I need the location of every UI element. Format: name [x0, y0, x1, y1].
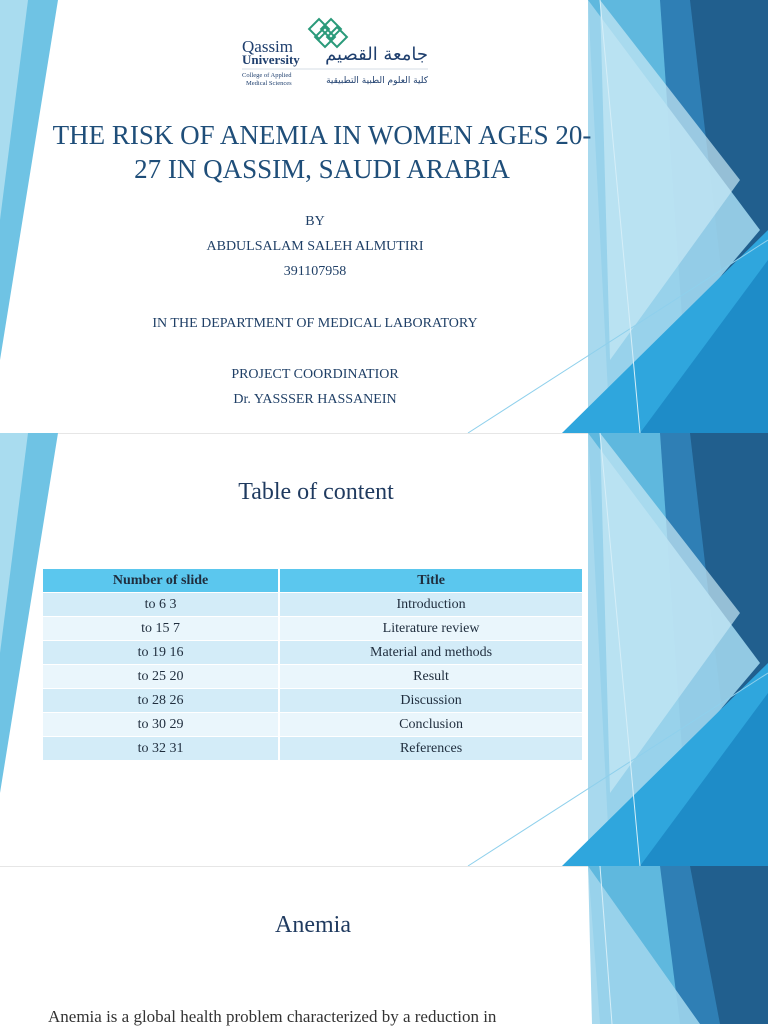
table-header-row [43, 569, 583, 593]
table-row [43, 713, 583, 737]
coordinator-label: PROJECT COORDINATIOR [231, 367, 399, 382]
svg-text:جامعة القصيم: جامعة القصيم [325, 44, 428, 65]
table-cell: References [279, 737, 583, 761]
slide-anemia [0, 866, 768, 1024]
svg-text:Medical Sciences: Medical Sciences [246, 80, 292, 87]
table-row [43, 617, 583, 641]
table-cell: to 32 31 [43, 737, 279, 761]
table-row [43, 593, 583, 617]
svg-text:College of Applied: College of Applied [242, 72, 292, 79]
table-row [43, 665, 583, 689]
student-id: 391107958 [283, 264, 347, 279]
column-header: Number of slide [43, 569, 279, 593]
toc-table [43, 569, 584, 760]
table-cell: Conclusion [279, 713, 583, 737]
table-cell: to 25 20 [43, 665, 279, 689]
table-cell: Material and methods [279, 641, 583, 665]
anemia-paragraph: Anemia is a global health problem characterized by a reduction in [48, 1007, 497, 1026]
author-name: ABDULSALAM SALEH ALMUTIRI [206, 239, 424, 254]
slide-title [0, 0, 768, 433]
table-row [43, 641, 583, 665]
svg-text:University: University [242, 52, 300, 67]
table-cell: to 28 26 [43, 689, 279, 713]
table-cell: to 15 7 [43, 617, 279, 641]
table-cell: to 19 16 [43, 641, 279, 665]
presentation-title [30, 118, 614, 186]
by-label: BY [305, 214, 325, 229]
toc-title: Table of content [238, 479, 394, 505]
logo-emblem-icon [309, 19, 347, 47]
table-cell: to 6 3 [43, 593, 279, 617]
coordinator-name: Dr. YASSSER HASSANEIN [233, 392, 397, 407]
anemia-title: Anemia [275, 912, 351, 938]
table-cell: Literature review [279, 617, 583, 641]
university-logo [240, 16, 432, 90]
table-row [43, 689, 583, 713]
column-header: Title [279, 569, 583, 593]
decorative-triangles [0, 866, 768, 1024]
title-line-2: 27 IN QASSIM, SAUDI ARABIA [134, 154, 510, 184]
svg-text:كلية العلوم الطبية التطبيقية: كلية العلوم الطبية التطبيقية [326, 76, 428, 86]
title-line-1: THE RISK OF ANEMIA IN WOMEN AGES 20- [52, 120, 592, 150]
table-cell: to 30 29 [43, 713, 279, 737]
table-cell: Discussion [279, 689, 583, 713]
table-cell: Result [279, 665, 583, 689]
department-line: IN THE DEPARTMENT OF MEDICAL LABORATORY [152, 316, 478, 331]
table-cell: Introduction [279, 593, 583, 617]
table-row [43, 737, 583, 761]
svg-text:Qassim: Qassim [242, 37, 293, 56]
